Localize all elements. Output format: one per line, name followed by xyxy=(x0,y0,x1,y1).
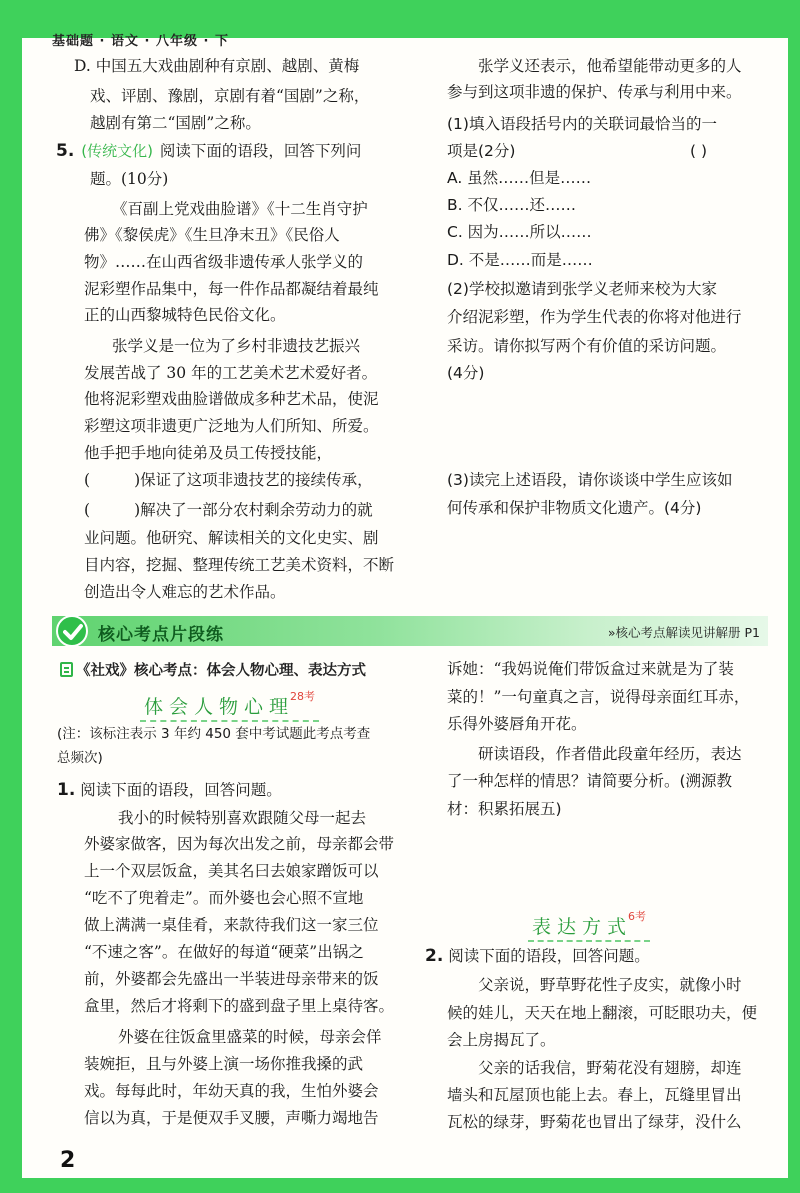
q5-blank-line-1 xyxy=(84,470,373,490)
q5-sub1-option-b: B. 不仅……还…… xyxy=(447,196,576,214)
q1-right-passage-line: 诉她：“我妈说俺们带饭盒过来就是为了装 xyxy=(447,660,734,678)
blank-paren-close: ) xyxy=(134,501,141,519)
q2-passage-line: 墙头和瓦屋顶也能上去。春上，瓦缝里冒出 xyxy=(447,1086,742,1104)
q5-passage-line: 业问题。他研究、解读相关的文化史实、剧 xyxy=(84,529,379,547)
q2-passage-line: 候的娃儿，天天在地上翻滚，可眨眼功夫，便 xyxy=(447,1004,758,1022)
q5-sub2-line: 介绍泥彩塑，作为学生代表的你将对他进行 xyxy=(447,308,742,326)
q2-passage-line: 会上房揭瓦了。 xyxy=(447,1031,556,1049)
q1-passage-line: “不速之客”。在做好的每道“硬菜”出锅之 xyxy=(84,943,364,961)
q2-stem-text: 阅读下面的语段，回答问题。 xyxy=(448,947,650,965)
page-number: 2 xyxy=(60,1148,76,1173)
q2-number: 2. xyxy=(425,946,444,966)
q5-sub3-line: 何传承和保护非物质文化遗产。(4分) xyxy=(447,499,702,517)
q2-stem xyxy=(425,946,650,966)
q1-right-passage-line: 乐得外婆唇角开花。 xyxy=(447,715,587,733)
q1-stem xyxy=(57,780,282,800)
check-circle-icon xyxy=(56,615,88,647)
frequency-badge-1: 28考 xyxy=(290,690,316,703)
q1-question-line: 研读语段，作者借此段童年经历，表达 xyxy=(478,745,742,763)
q5-passage-line: 《百副上党戏曲脸谱》《十二生肖守护 xyxy=(112,200,368,218)
q1-passage-line: 上一个双层饭盒，美其名曰去娘家蹭饭可以 xyxy=(84,862,379,880)
q1-passage-line: “吃不了兜着走”。而外婆也会心照不宣地 xyxy=(84,889,364,907)
section-heading-1 xyxy=(140,692,319,722)
q5-passage-line: 他手把手地向徒弟及员工传授技能， xyxy=(84,444,333,462)
q5-passage-line: 彩塑这项非遗更广泛地为人们所知、所爱。 xyxy=(84,417,379,435)
q5-right-passage-line: 张学义还表示，他希望能带动更多的人 xyxy=(478,57,742,75)
q5-sub1-option-c: C. 因为……所以…… xyxy=(447,223,592,241)
q5-passage-line: 泥彩塑作品集中，每一件作品都凝结着最纯 xyxy=(84,280,379,298)
blank-paren-close: ) xyxy=(134,471,141,489)
q5-sub2-line: 采访。请你拟写两个有价值的采访问题。 xyxy=(447,337,727,355)
section-bar-reference: »核心考点解读见讲解册 P1 xyxy=(607,625,760,640)
q5-sub2-line: (2)学校拟邀请到张学义老师来校为大家 xyxy=(447,280,717,298)
q1-passage-line: 外婆在往饭盒里盛菜的时候，母亲会佯 xyxy=(118,1028,382,1046)
q1-number: 1. xyxy=(57,780,76,800)
q5-passage-line: 张学义是一位为了乡村非遗技艺振兴 xyxy=(112,337,361,355)
q1-passage-line: 盒里，然后才将剩下的盛到盘子里上桌待客。 xyxy=(84,997,395,1015)
q2-passage-line: 父亲说，野草野花性子皮实，就像小时 xyxy=(478,976,742,994)
q2-passage-line: 父亲的话我信，野菊花没有翅膀，却连 xyxy=(478,1059,742,1077)
q1-passage-line: 信以为真，于是便双手叉腰，声嘶力竭地告 xyxy=(84,1109,379,1127)
q5-passage-line: 物》……在山西省级非遗传承人张学义的 xyxy=(84,253,364,271)
q5-blank-line-2 xyxy=(84,500,373,520)
section-bar xyxy=(52,616,768,646)
q5-sub2-line: (4分) xyxy=(447,364,485,382)
q5-tag: (传统文化) xyxy=(81,142,153,160)
q5-passage-line: 保证了这项非遗技艺的接续传承， xyxy=(140,471,373,489)
document-icon xyxy=(60,662,73,677)
q1-passage-line: 前，外婆都会先盛出一半装进母亲带来的饭 xyxy=(84,970,379,988)
q1-passage-line: 外婆家做客，因为每次出发之前，母亲都会带 xyxy=(84,835,395,853)
running-header: 基础题 · 语文 · 八年级 · 下 xyxy=(52,34,229,49)
q1-stem-text: 阅读下面的语段，回答问题。 xyxy=(80,781,282,799)
q5-stem xyxy=(56,141,361,161)
core-topic-heading xyxy=(60,659,366,680)
q5-sub1-label: (1)填入语段括号内的关联词最恰当的一 xyxy=(447,115,717,133)
q5-sub1-option-d: D. 不是……而是…… xyxy=(447,251,593,269)
q1-question-line: 了一种怎样的情思？请简要分析。(溯源教 xyxy=(447,772,733,790)
q5-passage-line: 佛》《黎侯虎》《生旦净末丑》《民俗人 xyxy=(84,226,340,244)
frequency-note-line2: 总频次) xyxy=(57,750,103,766)
section-title-2: 表达方式 xyxy=(532,916,633,938)
q4-option-d-line2: 戏、评剧、豫剧，京剧有着“国剧”之称， xyxy=(90,87,370,105)
q5-passage-line: 他将泥彩塑戏曲脸谱做成多种艺术品，使泥 xyxy=(84,390,379,408)
q5-passage-line: 发展苦战了 30 年的工艺美术艺术爱好者。 xyxy=(84,364,378,382)
frequency-note: (注：该标注表示 3 年约 450 套中考试题此考点考查 xyxy=(57,726,371,742)
q5-sub3-line: (3)读完上述语段，请你谈谈中学生应该如 xyxy=(447,471,733,489)
q5-passage-line: 正的山西黎城特色民俗文化。 xyxy=(84,306,286,324)
q1-passage-line: 装婉拒，且与外婆上演一场你推我搡的武 xyxy=(84,1055,364,1073)
q5-stem-text: 阅读下面的语段，回答下列问 xyxy=(159,142,362,160)
q5-right-passage-line: 参与到这项非遗的保护、传承与利用中来。 xyxy=(447,83,742,101)
section-title-1: 体会人物心理 xyxy=(144,696,295,718)
q1-question-line: 材：积累拓展五) xyxy=(447,800,562,818)
q5-sub1-answer-paren: ( ) xyxy=(690,142,708,160)
q5-passage-line: 创造出令人难忘的艺术作品。 xyxy=(84,583,286,601)
q1-passage-line: 戏。每每此时，年幼天真的我，生怕外婆会 xyxy=(84,1082,379,1100)
q5-passage-line: 目内容，挖掘、整理传统工艺美术资料，不断 xyxy=(84,556,395,574)
q2-passage-line: 瓦松的绿芽，野菊花也冒出了绿芽，没什么 xyxy=(447,1113,742,1131)
frequency-badge-2: 6考 xyxy=(628,910,647,923)
blank-paren-open: ( xyxy=(84,471,91,489)
q5-sub1-option-a: A. 虽然……但是…… xyxy=(447,169,592,187)
q5-number: 5. xyxy=(56,141,75,161)
q4-option-d-line1: D. 中国五大戏曲剧种有京剧、越剧、黄梅 xyxy=(74,57,360,75)
q5-stem-line2: 题。(10分) xyxy=(90,170,169,188)
core-topic-text: 《社戏》核心考点：体会人物心理、表达方式 xyxy=(76,663,366,679)
q4-option-d-line3: 越剧有第二“国剧”之称。 xyxy=(90,114,261,132)
section-heading-2 xyxy=(528,912,650,942)
blank-paren-open: ( xyxy=(84,501,91,519)
q5-passage-line: 解决了一部分农村剩余劳动力的就 xyxy=(140,501,373,519)
q1-passage-line: 我小的时候特别喜欢跟随父母一起去 xyxy=(118,809,367,827)
q5-sub1-label2: 项是(2分) xyxy=(447,142,516,160)
section-bar-title: 核心考点片段练 xyxy=(98,625,224,645)
q1-passage-line: 做上满满一桌佳肴，来款待我们这一家三位 xyxy=(84,916,379,934)
q1-right-passage-line: 菜的！”一句童真之言，说得母亲面红耳赤， xyxy=(447,688,750,706)
